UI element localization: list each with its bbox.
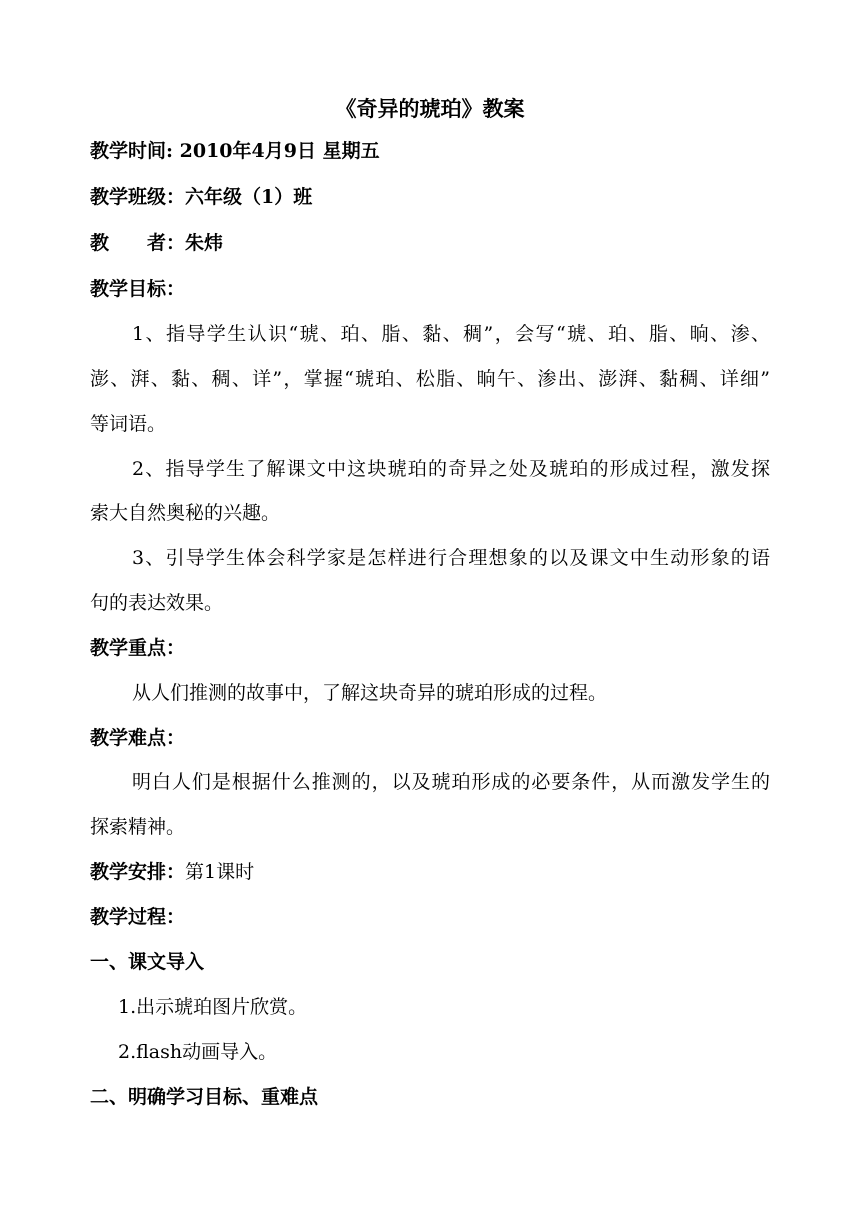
- goal-1-line-3: 等词语。: [90, 413, 167, 435]
- goal-2-line-1: 2、指导学生了解课文中这块琥珀的奇异之处及琥珀的形成过程，激发探: [132, 458, 770, 480]
- goal-2-line-2: 索大自然奥秘的兴趣。: [90, 502, 281, 524]
- arrangement-label: 教学安排：: [90, 861, 186, 883]
- section-1-item-2: 2.flash动画导入。: [118, 1041, 278, 1063]
- goal-3-line-1: 3、引导学生体会科学家是怎样进行合理想象的以及课文中生动形象的语: [132, 547, 770, 569]
- section-2-heading: 二、明确学习目标、重难点: [90, 1086, 319, 1108]
- difficulties-heading: 教学难点：: [90, 727, 186, 749]
- section-1-heading: 一、课文导入: [90, 951, 205, 973]
- teacher-line: [90, 231, 223, 255]
- teacher-label: 教 者：: [90, 232, 186, 254]
- section-1-item-1: 1.出示琥珀图片欣赏。: [118, 996, 308, 1018]
- difficulties-line-2: 探索精神。: [90, 816, 186, 838]
- teaching-class: 教学班级：六年级（1）班: [90, 186, 313, 208]
- goal-3-line-2: 句的表达效果。: [90, 592, 224, 614]
- difficulties-line-1: 明白人们是根据什么推测的，以及琥珀形成的必要条件，从而激发学生的: [132, 771, 770, 793]
- arrangement-text: 第1课时: [185, 861, 255, 883]
- arrangement-line: [90, 860, 254, 884]
- goals-heading: 教学目标：: [90, 278, 186, 300]
- teacher-name: 朱炜: [185, 232, 224, 254]
- key-points-heading: 教学重点：: [90, 637, 186, 659]
- goal-1-line-1: 1、指导学生认识“琥、珀、脂、黏、稠”，会写“琥、珀、脂、晌、渗、: [132, 323, 770, 345]
- key-points-text: 从人们推测的故事中，了解这块奇异的琥珀形成的过程。: [132, 682, 608, 704]
- process-heading: 教学过程：: [90, 906, 186, 928]
- document-title: 《奇异的琥珀》教案: [335, 96, 525, 121]
- goal-1-line-2: 澎、湃、黏、稠、详”，掌握“琥珀、松脂、晌午、渗出、澎湃、黏稠、详细”: [90, 368, 770, 390]
- teaching-time: 教学时间: 2010年4月9日 星期五: [90, 140, 380, 162]
